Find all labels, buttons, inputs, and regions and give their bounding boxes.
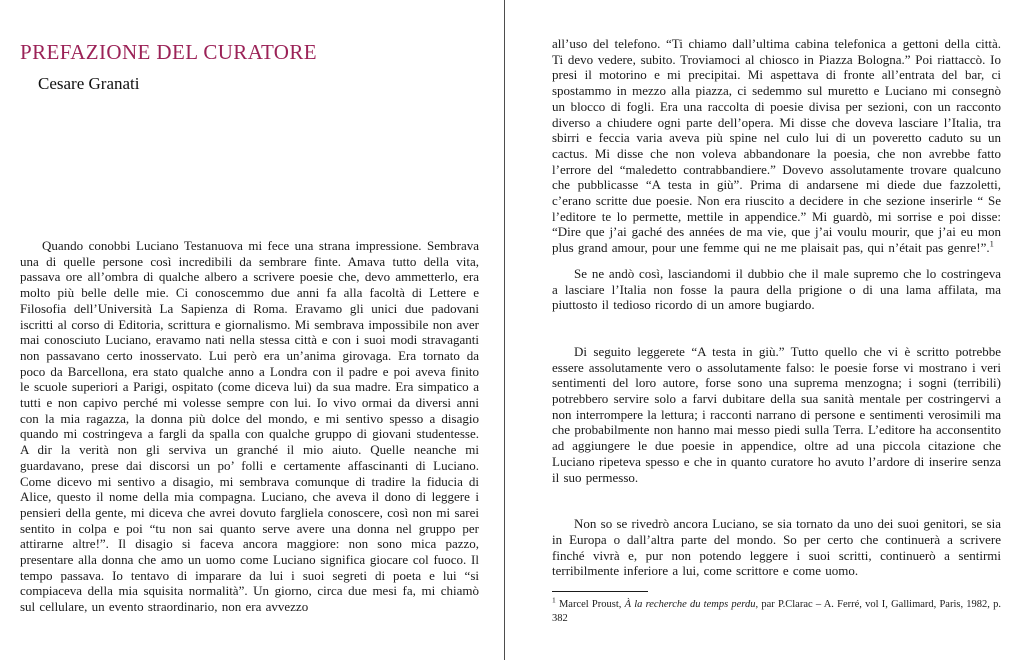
page-divider	[504, 0, 505, 660]
footnote-reference: 1	[989, 238, 994, 249]
footnote-text	[552, 595, 1002, 625]
footnote-text-before: Marcel Proust,	[558, 599, 625, 611]
footnote	[552, 591, 1001, 625]
right-page-text-block	[552, 36, 1001, 625]
body-paragraph: Non so se rivedrò ancora Luciano, se sia tornato da uno dei suoi genitori, se sia in Europa o dall’altra parte del mondo. So per certo che continuerà a scrivere finché vivrà e, pur non potendo leggere i suoi scritti, continuerò a sentirmi terribilmente inferiore a lui, come scrittore e come uomo.	[552, 516, 1001, 579]
body-paragraph-left: Quando conobbi Luciano Testanuova mi fece una strana impressione. Sembrava una di quelle persone così incredibili da sembrare finte. Amava tutto della vita, passava ore all’ombra di qualche albero a scrivere poesie che, devo ammetterlo, era molto più belle delle mie. Ci conoscemmo due anni fa alla facoltà di Lettere e Filosofia dell’Università La Sapienza di Roma. Eravamo gli unici due padovani iscritti al corso di Editoria, scrittura e giornalismo. Mi sembrava impossibile non aver mai conosciuto Luciano, eravamo nati nella stessa città e con i suoi modi stravaganti non passavano certo inosservato. Lui però era un’anima girovaga. Era tornato da poco da Barcellona, era stato qualche anno a Londra con il padre e poi aveva finito le scuole superiori a Parigi, ospitato (come diceva lui) da sua madre. Era simpatico a tutti e non capivo perché mi volesse sempre con lui. Io vivo ormai da diversi anni con la mia ragazza, la donna più dolce del mondo, e mi sentivo spesso a disagio quando mi costringeva a fargli da spalla con qualche gruppo di giovani studentesse. A dir la verità non gli serviva un granché il mio aiuto. Quelle neanche mi guardavano, prese dai discorsi un po’ folli e certamente affascinanti di Luciano. Come dicevo mi sentivo a disagio, mi sembrava comunque di tradire la fiducia di Alice, questo il nome della mia compagna. Luciano, che aveva il dono di leggere i pensieri della gente, mi diceva che avrei dovuto fargliela conoscere, così non mi sarei sentito in colpa e poi “tu non sai quanto serve avere una donna nel gruppo per attirarne altre!”. Il disagio si faceva ancora maggiore: non sono mica pazzo, presentare alla donna che amo un uomo come Luciano significa giocare col fuoco. Il tempo passava. Io tentavo di imparare da lui i suoi segreti di poeta e lui “si compiaceva della mia squisita normalità”. Un giorno, circa due mesi fa, mi chiamò sul cellulare, un evento straordinario, non era avvezzo	[20, 238, 479, 615]
body-paragraph-continuation	[552, 36, 1001, 256]
footnote-marker: 1	[552, 595, 556, 605]
body-paragraph: Di seguito leggerete “A testa in giù.” Tutto quello che vi è scritto potrebbe essere assolutamente vero o assolutamente falso: le poesie forse vi mostrano i veri sentimenti del loro autore, forse sono una suprema menzogna; i sogni (terribili) potrebbero servire solo a farvi dubitare della sua sanità mentale per costringervi a non interrompere la lettura; i racconti narrano di persone e sentimenti verosimili ma che probabilmente non hanno mai messo piedi sulla Terra. L’editore ha acconsentito ad aggiungere le due poesie in appendice, oltre ad una piccola citazione che Luciano ripeteva spesso e che in quanto curatore ho avuto l’ardore di inserire senza il suo permesso.	[552, 343, 1001, 485]
author-name: Cesare Granati	[38, 74, 140, 93]
body-paragraph: Se ne andò così, lasciandomi il dubbio che il male supremo che lo costringeva a lasciare l’Italia non fosse la paura della prigione o di una lama affilata, ma piuttosto il tedioso ricordo di un amore bugiardo.	[552, 265, 1001, 313]
footnote-book-title: À la recherche du temps perdu,	[624, 599, 759, 611]
footnote-text-after: par P.Clarac – A. Ferré, vol I, Gallimard, Paris, 1982, p. 382	[552, 599, 1002, 624]
paragraph-text: all’uso del telefono. “Ti chiamo dall’ultima cabina telefonica a gettoni della città. Ti devo vedere, subito. Troviamoci al chiosco in Piazza Bologna.” Poi riattaccò. Io presi il motorino e mi precipitai. Mi aspettava di fronte all’entrata del bar, ci spostammo in mezzo alla piazza, ci sedemmo sul muretto e Luciano mi consegnò un blocco di fogli. Era una raccolta di poesie divisa per sezioni, con un racconto diverso a chiudere ogni parte dell’opera. Mi disse che doveva lasciare l’Italia, tra sbirri e feccia varia aveva più spine nel culo lui di un poveretto caduto su un cactus. Mi disse che non voleva abbandonare la poesia, che non avrebbe fatto l’errore del “maledetto contrabbandiere.” Dovevo assolutamente trovare qualcuno che pubblicasse “A testa in giù”. Prima di andarsene mi diede due fazzoletti, c’erano scritte due poesie. Non era riuscito a decidere in che sezione inserirle “ Se l’editore te lo permette, mettile in appendice.” Mi guardò, mi sorrise e poi disse: “Dire que j’ai gaché des années de ma vie, que j’ai voulu mourir, que j’ai eu mon plus grand amour, pour une femme qui ne me plaisait pas, qui n’était pas genre!”.	[552, 36, 1001, 256]
footnote-rule	[552, 591, 648, 592]
page-title: PREFAZIONE DEL CURATORE	[20, 40, 317, 64]
page-right	[552, 0, 1001, 660]
page-left	[20, 0, 479, 660]
